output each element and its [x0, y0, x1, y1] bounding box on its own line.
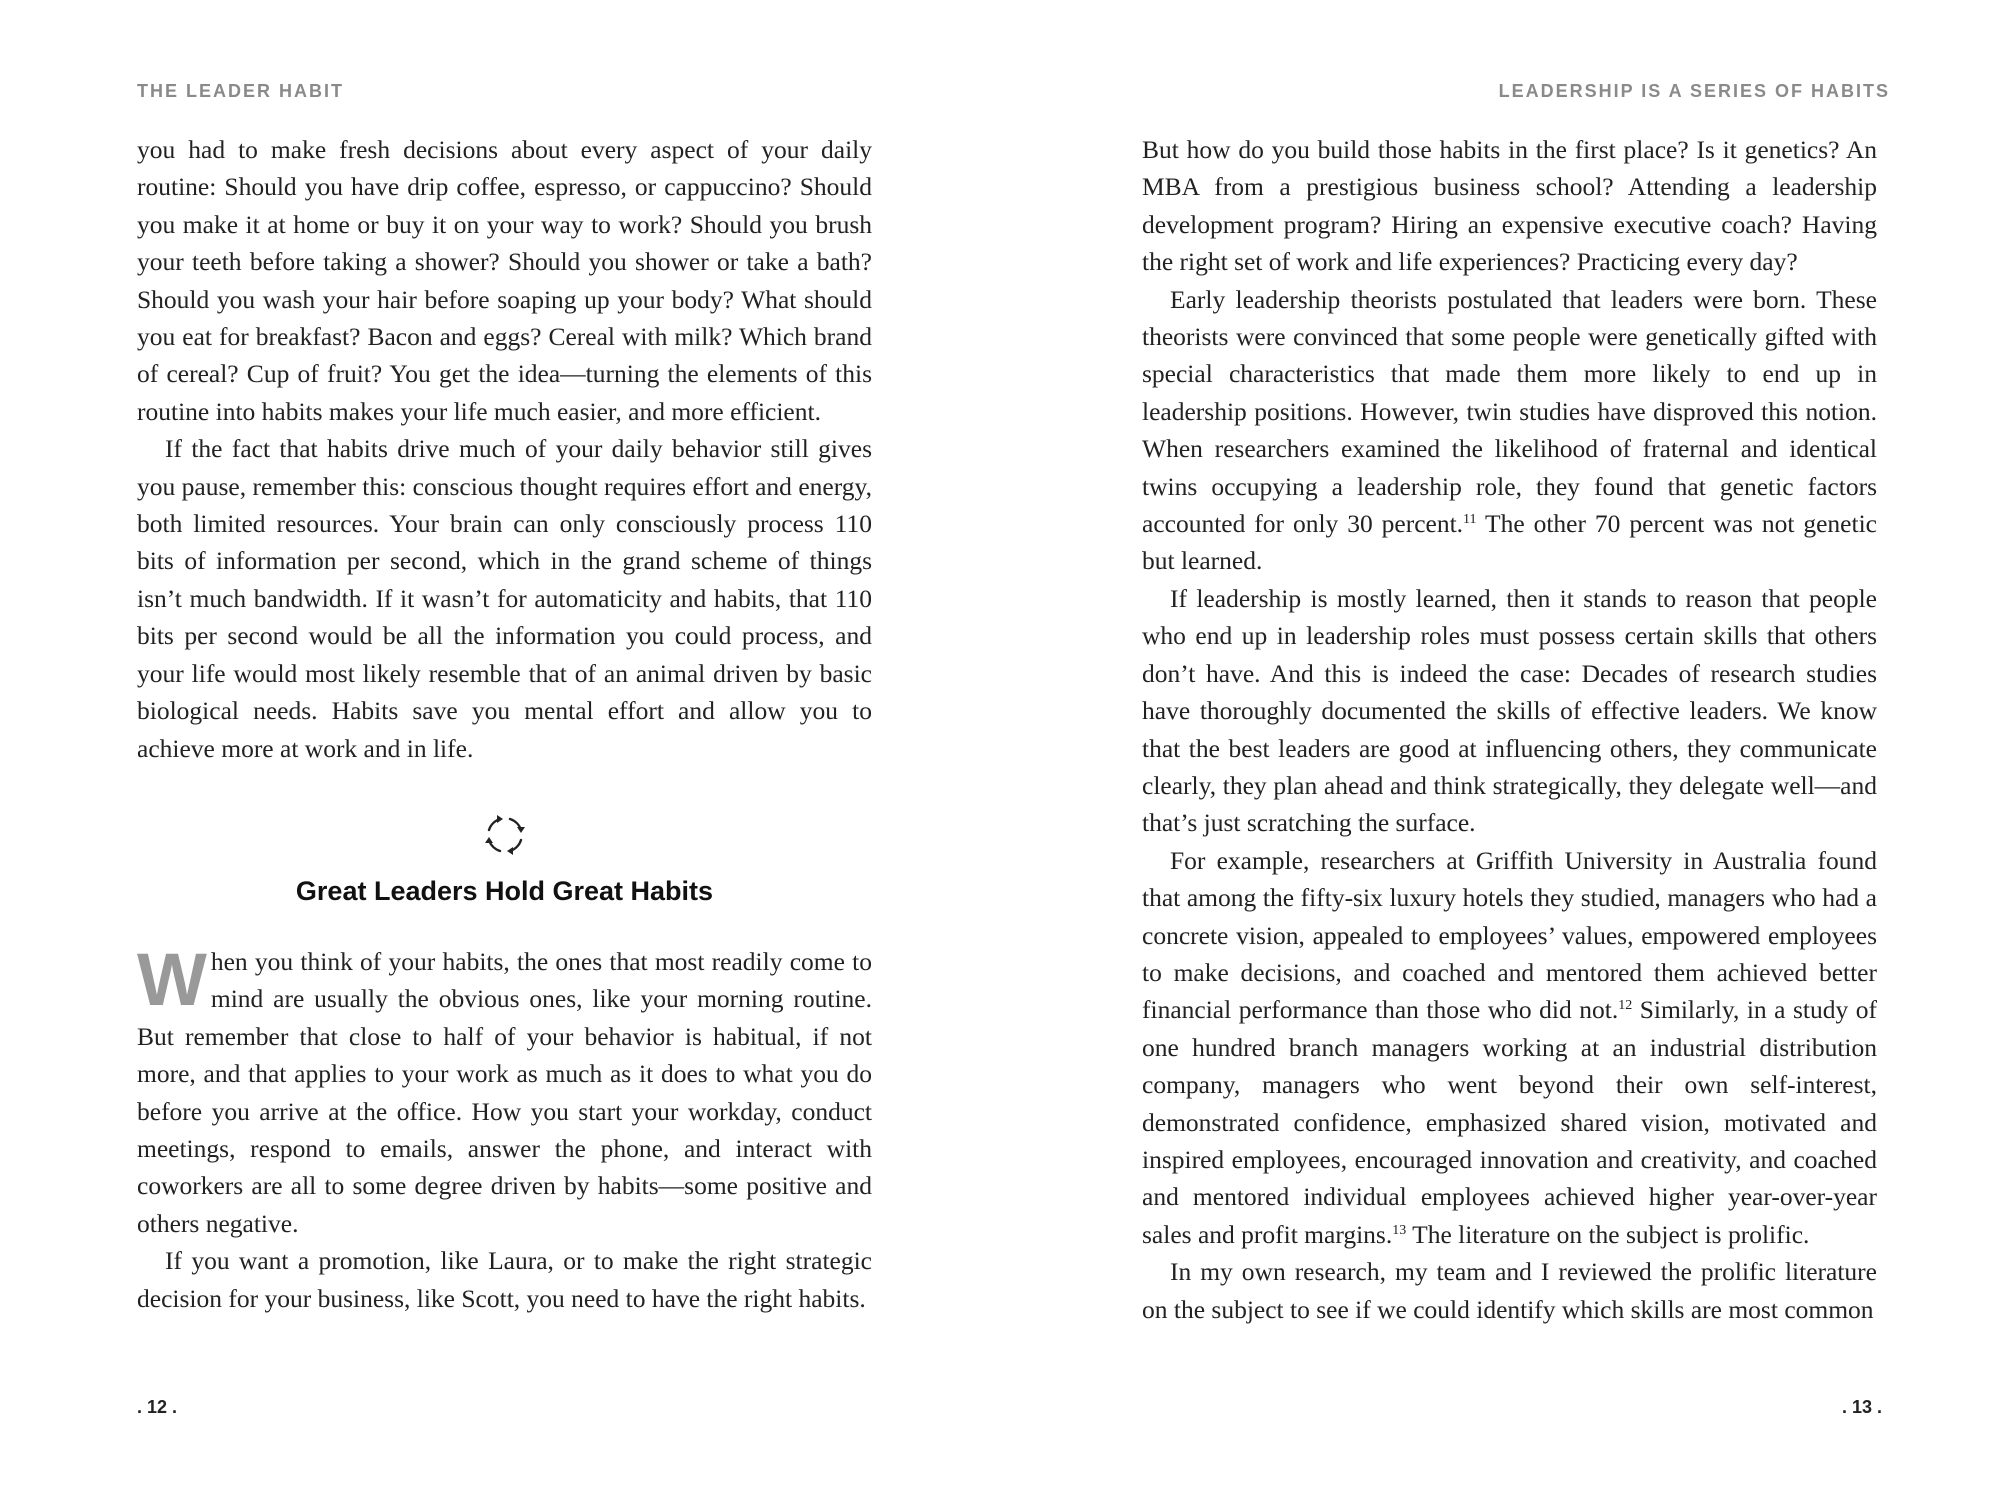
paragraph-text: Similarly, in a study of one hundred branch managers working at an industrial distribution company, managers who went beyond their own self-interest, demonstrated confidence, emphasized shared vision, motivated and inspired employees, encouraged innovation and creativity, and coached and mentored individual employees achieved higher year-over-year sales and profit margins.: [1142, 995, 1877, 1249]
paragraph-text: For example, researchers at Griffith University in Australia found that among the fifty-six luxury hotels they studied, managers who had a concrete vision, appealed to employees’ values, empowered employees to make decisions, and coached and mentored them achieved better financial performance than those who did not.: [1142, 845, 1877, 1025]
footnote-marker: 13: [1392, 1222, 1407, 1238]
paragraph: In my own research, my team and I reviewed the prolific literature on the subject to see if we could identify which skills are most common: [1142, 1257, 1877, 1324]
paragraph: If the fact that habits drive much of your daily behavior still gives you pause, remember this: conscious thought requires effort and energy, both limited resources. Your brain can only consciously process 110 bits of information per second, which in the grand scheme of things isn’t much bandwidth. If it wasn’t for automaticity and habits, that 110 bits per second would be all the information you could process, and your life would most likely resemble that of an animal driven by basic biological needs. Habits save you mental effort and allow you to achieve more at work and in life.: [137, 434, 872, 763]
paragraph: [1142, 281, 1877, 580]
paragraph: you had to make fresh decisions about every aspect of your daily routine: Should you have drip coffee, espresso, or cappuccino? Should you make it at home or buy it on your way to work? Should you brush your teeth before taking a shower? Should you shower or take a bath? Should you wash your hair before soaping up your body? What should you eat for breakfast? Bacon and eggs? Cereal with milk? Which brand of cereal? Cup of fruit? You get the idea—turning the elements of this routine into habits makes your life much easier, and more efficient.: [137, 135, 872, 426]
paragraph-text: The literature on the subject is prolific.: [1406, 1219, 1810, 1249]
section-heading: Great Leaders Hold Great Habits: [295, 875, 714, 906]
dropcap-paragraph-text: hen you think of your habits, the ones that most readily come to mind are usually the obvious ones, like your morning routine. But remember that close to half of your behavior is habitual, if not more, and that applies to your work as much as it does to what you do before you arrive at the office. How you start your workday, conduct meetings, respond to emails, answer the phone, and interact with coworkers are all to some degree driven by habits—some positive and others negative.: [137, 946, 872, 1238]
right-page: [1000, 0, 2000, 1500]
page-number-right: . 13 .: [1841, 1397, 1882, 1417]
right-page-body: [1142, 131, 1877, 1328]
paragraph-text: The other 70 percent was not genetic but learned.: [1142, 509, 1877, 576]
footnote-marker: 12: [1618, 998, 1633, 1014]
dropcap-letter: W: [137, 937, 207, 1021]
left-page-body: [137, 131, 872, 1317]
page-number-left: . 12 .: [137, 1397, 178, 1417]
paragraph-text: Early leadership theorists postulated that leaders were born. These theorists were convinced that some people were genetically gifted with special characteristics that made them more likely to end up in leadership positions. However, twin studies have disproved this notion. When researchers examined the likelihood of fraternal and identical twins occupying a leadership role, they found that genetic factors accounted for only 30 percent.: [1142, 284, 1877, 539]
running-head-left: THE LEADER HABIT: [137, 81, 344, 101]
dropcap-paragraph: [137, 937, 872, 1242]
circular-arrows-icon: [479, 809, 531, 861]
footnote-marker: 11: [1463, 512, 1477, 528]
paragraph: [1142, 842, 1877, 1253]
running-head-right: LEADERSHIP IS A SERIES OF HABITS: [1498, 81, 1890, 101]
paragraph: If you want a promotion, like Laura, or to make the right strategic decision for your business, like Scott, you need to have the right habits.: [137, 1246, 872, 1313]
paragraph: But how do you build those habits in the first place? Is it genetics? An MBA from a prestigious business school? Attending a leadership development program? Hiring an expensive executive coach? Having the right set of work and life experiences? Practicing every day?: [1142, 135, 1877, 277]
paragraph: If leadership is mostly learned, then it stands to reason that people who end up in leadership roles must possess certain skills that others don’t have. And this is indeed the case: Decades of research studies have thoroughly documented the skills of effective leaders. We know that the best leaders are good at influencing others, they communicate clearly, they plan ahead and think strategically, they delegate well—and that’s just scratching the surface.: [1142, 583, 1877, 838]
